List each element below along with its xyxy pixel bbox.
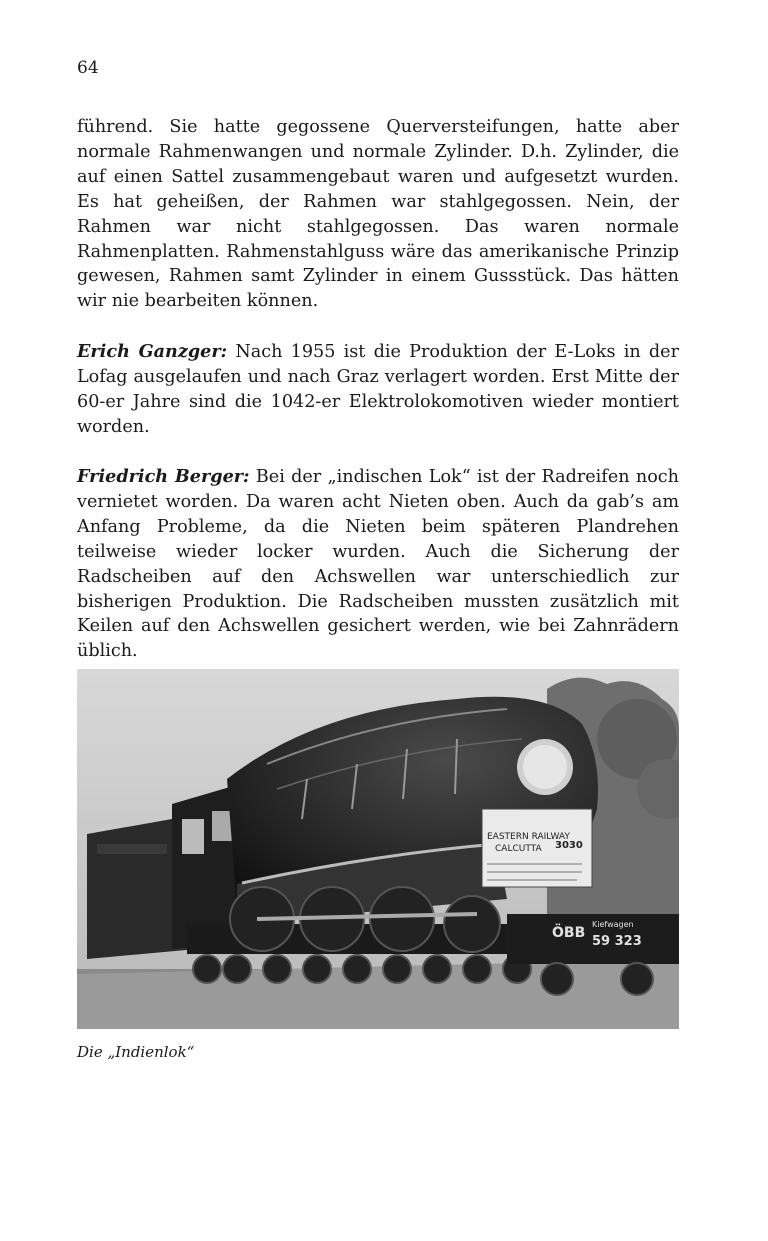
sign-number: 3030 [555, 840, 583, 851]
paragraph-3 [77, 465, 679, 664]
page-number: 64 [77, 58, 99, 78]
paragraph-2 [77, 340, 679, 440]
paragraph-2-text: Nach 1955 ist die Produktion der E-Loks in der Lofag ausgelaufen und nach Graz verlagert worden. Erst Mitte der 60-er Jahre sind die 1042-er Elektrolokomotiven wieder montiert worden. [77, 342, 679, 437]
locomotive-photo [77, 669, 679, 1029]
speaker-name: Erich Ganzger: [77, 341, 228, 362]
wagon-number: 59 323 [592, 934, 642, 949]
sign-line2: CALCUTTA [495, 844, 542, 854]
photo-caption: Die „Indienlok“ [77, 1043, 195, 1061]
wagon-label: Kiefwagen [592, 920, 634, 929]
paragraph-3-text: Bei der „indischen Lok“ ist der Radreifen noch vernietet worden. Da waren acht Nieten oben. Auch da gab’s am Anfang Probleme, da die Nieten beim späteren Plandrehen teilweise wieder locker wurden. Auch die Sicherung der Radscheiben auf den Achswellen war unterschiedlich zur bisherigen Produktion. Die Radscheiben mussten zusätzlich mit Keilen auf den Achswellen gesichert werden, wie bei Zahnrädern üblich. [77, 467, 679, 662]
wagon-mark: ÖBB [552, 925, 586, 941]
locomotive-sign [482, 809, 592, 887]
paragraph-1-text: führend. Sie hatte gegossene Querversteifungen, hatte aber normale Rahmenwangen und normale Zylinder. D.h. Zylinder, die auf einen Sattel zusammengebaut waren und aufgesetzt wurden. Es hat geheißen, der Rahmen war stahlgegossen. Nein, der Rahmen war nicht stahlgegossen. Das waren normale Rahmenplatten. Rahmenstahlguss wäre das amerikanische Prinzip gewesen, Rahmen samt Zylinder in einem Gussstück. Das hätten wir nie bearbeiten können. [77, 117, 679, 312]
speaker-name: Friedrich Berger: [77, 466, 250, 487]
paragraph-1 [77, 115, 679, 314]
sign-line1: EASTERN RAILWAY [487, 832, 570, 842]
